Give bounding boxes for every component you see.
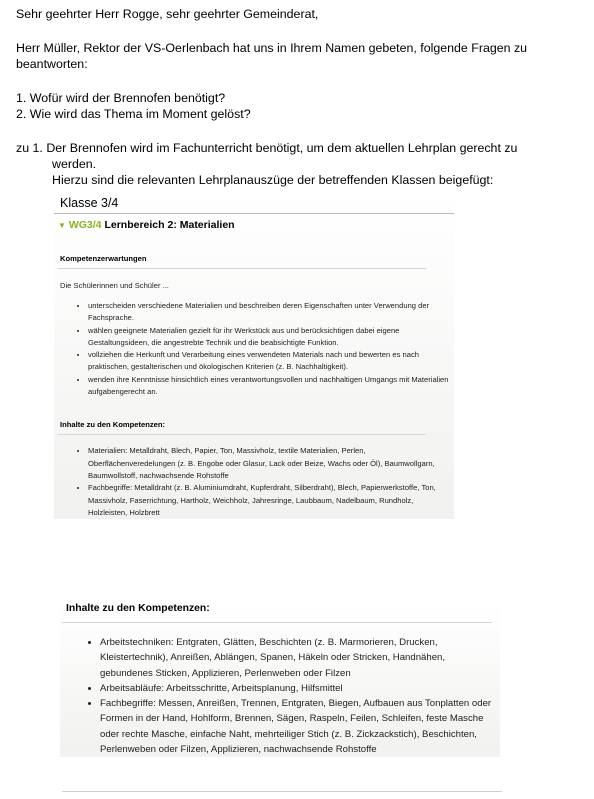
- section-title-inhalte: Inhalte zu den Kompetenzen:: [66, 603, 210, 614]
- competence-list: [54, 300, 454, 398]
- list-item: • Fachbegriffe: Messen, Anreißen, Trennen, Entgraten, Biegen, Aufbauen aus Tonplatten oder Formen in der Hand, Hohlform, Brennen, Sägen, Raspeln, Feilen, Schleifen, feste Masche oder rechte Masche, einfache Naht, mehrteiliger Stich (z. B. Zickzackstich), Beschichten, Perlenweben oder Filzen, Applizieren, nachwachsende Rohstoffe: [100, 696, 500, 757]
- greeting: Sehr geehrter Herr Rogge, sehr geehrter Gemeinderat,: [16, 7, 319, 21]
- list-item: • wenden ihre Kenntnisse hinsichtlich eines verantwortungsvollen und nachhaltigen Umgangs mit Materialien aufgabengerecht an.: [88, 374, 454, 399]
- list-item: • vollziehen die Herkunft und Verarbeitung eines verwendeten Materials nach und bewerten es nach praktischen, gestalterischen und ökologischen Kriterien (z. B. Nachhaltigkeit).: [88, 349, 454, 374]
- section-divider: [58, 268, 426, 269]
- section-title-inhalte: Inhalte zu den Kompetenzen:: [60, 420, 166, 430]
- question-1: 1. Wofür wird der Brennofen benötigt?: [16, 91, 226, 105]
- divider: [62, 791, 502, 792]
- question-2: 2. Wie wird das Thema im Moment gelöst?: [16, 107, 251, 121]
- section-divider: [58, 434, 426, 435]
- triangle-down-icon: ▼: [58, 221, 66, 230]
- answer-line-3: Hierzu sind die relevanten Lehrplanauszüge der betreffenden Klassen beigefügt:: [52, 173, 494, 187]
- divider: [54, 213, 454, 214]
- list-item: • Arbeitstechniken: Entgraten, Glätten, Beschichten (z. B. Marmorieren, Drucken, Kleistertechnik), Anreißen, Ablängen, Spanen, Häkeln oder Stricken, Handnähen, gebundenes Sticken, Applizieren, Perlenweben oder Filzen: [100, 635, 500, 681]
- answer-line-2: werden.: [52, 157, 97, 171]
- section-title-kompetenzerwartungen: Kompetenzerwartungen: [60, 254, 147, 263]
- wg-code: WG3/4: [68, 219, 102, 231]
- klasse-label: Klasse 3/4: [60, 196, 119, 210]
- list-item: • wählen geeignete Materialien gezielt für ihr Werkstück aus und berücksichtigen dabei eigene Gestaltungsideen, die angestrebte Technik und die beabsichtigte Funktion.: [88, 325, 454, 350]
- content-list: [54, 445, 454, 519]
- answer-prefix: zu 1.: [16, 141, 43, 155]
- list-item: • Arbeitsabläufe: Arbeitsschritte, Arbeitsplanung, Hilfsmittel: [100, 681, 500, 696]
- letter-text: [16, 6, 586, 188]
- answer-1: [16, 140, 586, 156]
- curriculum-excerpt-inhalte: [60, 603, 500, 757]
- list-item: • Materialien: Metalldraht, Blech, Papier, Ton, Massivholz, textile Materialien, Perlen, Oberflächenveredelungen (z. B. Engobe oder Glasur, Lack oder Beize, Wachs oder Öl), Baumwollgarn, Baumwollstoff, nachwachsende Rohstoffe: [88, 445, 454, 482]
- section-intro: Die Schülerinnen und Schüler ...: [60, 281, 169, 290]
- curriculum-excerpt-klasse-3-4: [54, 196, 454, 519]
- content-list: [60, 635, 500, 757]
- intro-paragraph: Herr Müller, Rektor der VS-Oerlenbach hat uns in Ihrem Namen gebeten, folgende Fragen zu beantworten:: [16, 41, 528, 71]
- list-item: • unterscheiden verschiedene Materialien und beschreiben deren Eigenschaften unter Verwendung der Fachsprache.: [88, 300, 454, 325]
- answer-line-1: Der Brennofen wird im Fachunterricht benötigt, um dem aktuellen Lehrplan gerecht zu: [46, 141, 518, 155]
- section-divider: [62, 622, 492, 623]
- list-item: • Fachbegriffe: Metalldraht (z. B. Aluminiumdraht, Kupferdraht, Silberdraht), Blech, Papierwerkstoffe, Ton, Massivholz, Faserrichtung, Hartholz, Weichholz, Jahresringe, Laubbaum, Nadelbaum, Rundholz, Holzleisten, Holzbrett: [88, 482, 454, 519]
- wg-title: Lernbereich 2: Materialien: [104, 219, 235, 231]
- lernbereich-heading: [58, 219, 454, 231]
